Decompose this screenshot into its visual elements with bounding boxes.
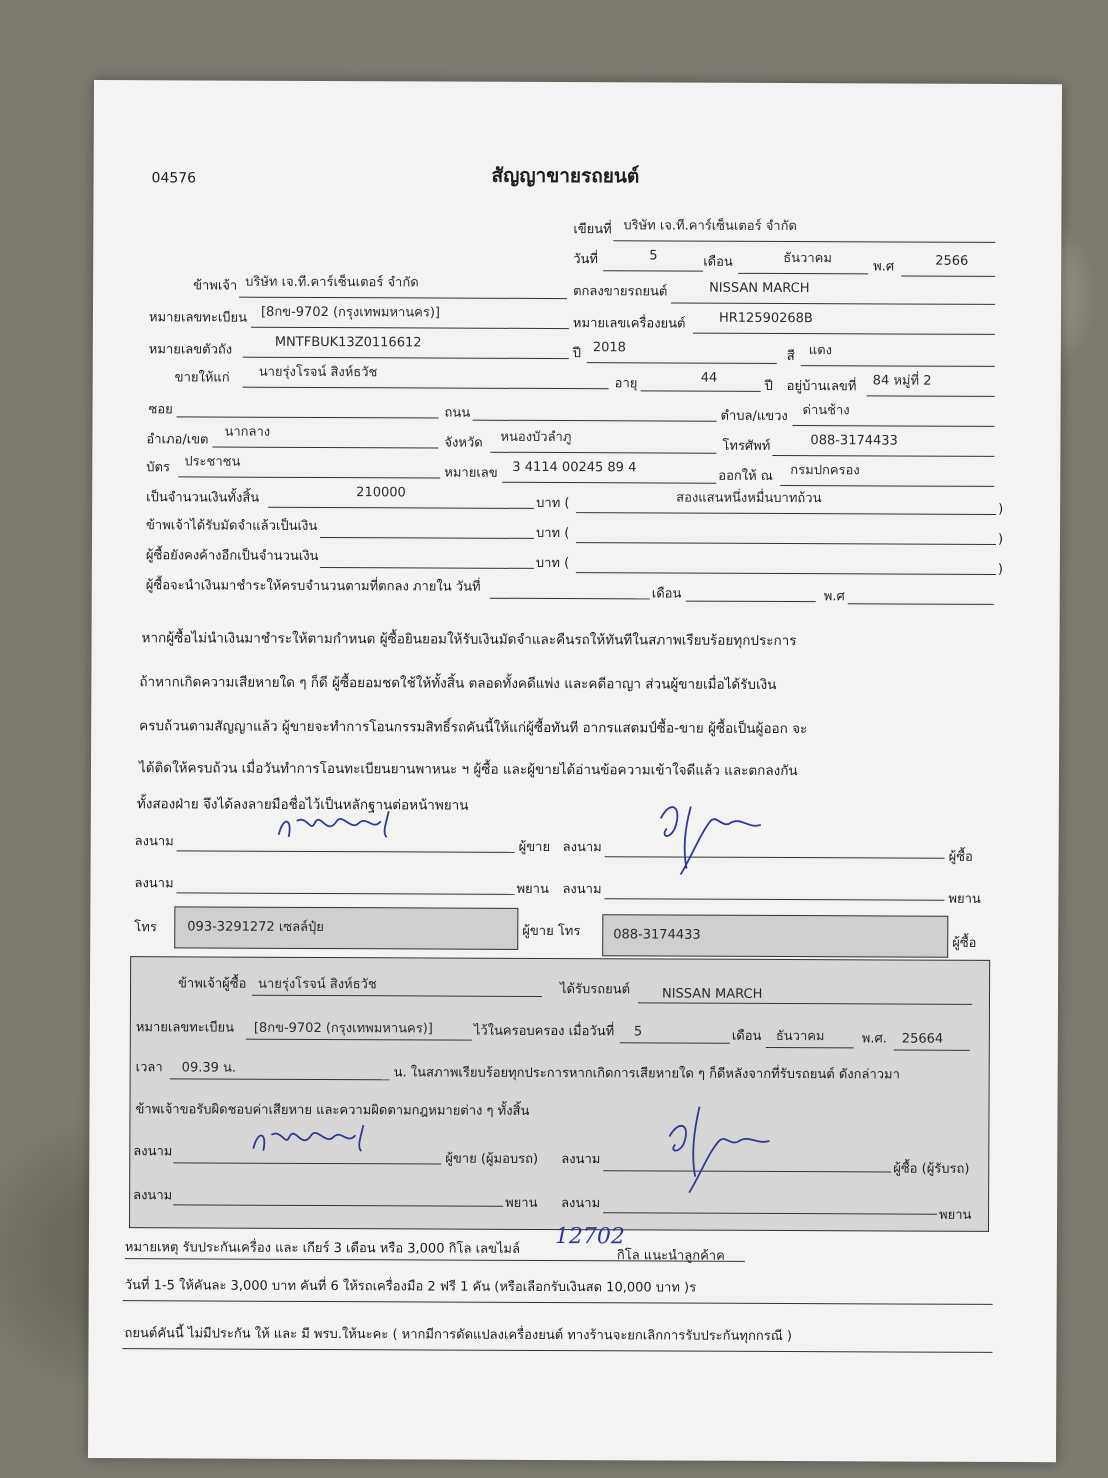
seller-phone-tag: ผู้ขาย โทร (522, 923, 581, 940)
receipt-buyer-label: ข้าพเจ้าผู้ซื้อ (178, 976, 247, 992)
remaining-close: ) (997, 561, 1003, 577)
witness-1-line (176, 892, 514, 894)
chassis-value: MNTFBUK13Z0116612 (274, 334, 422, 351)
issued-by-line (780, 485, 994, 487)
due-year-label: พ.ศ (823, 589, 845, 605)
road-label: ถนน (444, 405, 471, 421)
note-mileage: 12702 (554, 1224, 626, 1250)
due-day-line (490, 598, 650, 600)
receipt-month-value: ธันวาคม (775, 1028, 825, 1045)
subdistrict-line (792, 425, 994, 427)
total-line (268, 507, 534, 509)
date-year-line (901, 276, 995, 277)
paragraph-line-5: ทั้งสองฝ่าย จึงได้ลงลายมือชื่อไว้เป็นหลักฐานต่อหน้าพยาน (136, 796, 469, 814)
due-month-label: เดือน (651, 586, 682, 602)
receipt-year-value: 25664 (901, 1031, 944, 1047)
seller-sign-line (177, 850, 515, 852)
phone-value: 088-3174433 (810, 433, 898, 449)
buyer-line (243, 387, 609, 390)
card-no-line (502, 482, 716, 484)
receipt-time-value: 09.39 น. (181, 1060, 237, 1076)
age-line (641, 390, 761, 392)
document-number: 04576 (151, 170, 197, 187)
house-no-line (867, 395, 995, 397)
date-month-value: ธันวาคม (783, 251, 832, 267)
note-line-2: วันที่ 1-5 ให้คันละ 3,000 บาท คันที่ 6 ให้รถเครื่องมือ 2 ฟรี 1 คัน (หรือเลือกรับเงินสด 10,000 บาท )ร (124, 1278, 697, 1296)
car-sale-value: NISSAN MARCH (709, 280, 810, 297)
date-day-value: 5 (649, 248, 658, 264)
deposit-baht: บาท ( (535, 525, 570, 542)
card-label: บัตร (146, 460, 171, 476)
seller-sign-role: ผู้ขาย (518, 839, 551, 855)
remaining-label: ผู้ซื้อยังคงค้างอีกเป็นจำนวนเงิน (145, 548, 319, 564)
house-no-value: 84 หมู่ที่ 2 (872, 373, 932, 389)
receipt-buyer-signature (639, 1096, 789, 1207)
due-month-line (686, 601, 816, 603)
receipt-time-label: เวลา (135, 1060, 163, 1076)
buyer-phone: 088-3174433 (613, 927, 701, 943)
total-label: เป็นจำนวนเงินทั้งสิ้น (146, 490, 260, 506)
district-value: นากลาง (224, 424, 271, 440)
card-line (178, 476, 440, 478)
receipt-sign-label-seller: ลงนาม (133, 1144, 173, 1160)
receipt-received-label: ได้รับรถยนต์ (560, 982, 631, 998)
date-year-label: พ.ศ (873, 259, 895, 275)
card-no-value: 3 4114 00245 89 4 (512, 459, 637, 476)
receipt-sign-label-witness-1: ลงนาม (133, 1188, 173, 1204)
receipt-year-label: พ.ศ. (861, 1031, 887, 1047)
house-no-label: อยู่บ้านเลขที่ (786, 379, 857, 395)
age-value: 44 (700, 370, 718, 386)
soi-line (177, 416, 439, 418)
age-label: อายุ (614, 376, 638, 392)
witness-2-role: พยาน (948, 891, 981, 907)
phone-line (772, 455, 994, 457)
soi-label: ซอย (148, 402, 173, 418)
car-sale-line (671, 303, 995, 305)
deposit-line (320, 537, 534, 539)
deposit-text-line (576, 542, 996, 545)
buyer-signature (630, 788, 780, 899)
buyer-sign-role: ผู้ซื้อ (948, 849, 973, 865)
due-label: ผู้ซื้อจะนำเงินมาชำระให้ครบจำนวนตามที่ตกลง ภายใน วันที่ (145, 578, 481, 595)
due-year-line (848, 603, 994, 605)
sign-label-witness-1: ลงนาม (134, 876, 174, 892)
receipt-possession-label: ไว้ในครอบครอง เมื่อวันที่ (473, 1023, 615, 1040)
sign-label-seller: ลงนาม (134, 834, 174, 850)
receipt-buyer-role: ผู้ซื้อ (ผู้รับรถ) (893, 1161, 970, 1177)
receipt-witness-2-role: พยาน (939, 1207, 972, 1223)
receipt-car-value: NISSAN MARCH (661, 986, 763, 1002)
plate-label: หมายเลขทะเบียน (148, 310, 248, 326)
engine-no-line (693, 333, 995, 335)
note-line-2-underline (123, 1300, 993, 1305)
district-label: อำเภอ/เขต (146, 432, 209, 448)
subdistrict-label: ตำบล/แขวง (720, 408, 788, 425)
road-line (473, 420, 717, 422)
sign-label-buyer: ลงนาม (562, 840, 602, 856)
province-value: หนองบัวลำภู (500, 429, 572, 446)
color-label: สี (786, 349, 795, 365)
paragraph-line-3: ครบถ้วนตามสัญญาแล้ว ผู้ขายจะทำการโอนกรรมสิทธิ์รถคันนี้ให้แก่ผู้ซื้อทันที อากรแสตมป์ซื้อ-ขาย ผู้ซื้อเป็นผู้ออก จะ (139, 718, 808, 738)
total-text-line (576, 512, 996, 515)
seller-value: บริษัท เจ.ที.คาร์เซ็นเตอร์ จำกัด (245, 274, 419, 291)
buyer-phone-tag: ผู้ซื้อ (952, 935, 977, 951)
tel-label: โทร (134, 920, 157, 936)
seller-phone: 093-3291272 เซลล์ปุ๋ย (187, 919, 324, 936)
total-close: ) (998, 501, 1004, 517)
witness-2-line (604, 898, 944, 900)
deposit-label: ข้าพเจ้าได้รับมัดจำแล้วเป็นเงิน (146, 518, 318, 534)
seller-signature (271, 797, 421, 848)
province-label: จังหวัด (444, 435, 483, 451)
receipt-sign-label-witness-2: ลงนาม (561, 1196, 601, 1212)
subdistrict-value: ด่านช้าง (802, 403, 850, 419)
document-title: สัญญาขายรถยนต์ (491, 164, 640, 188)
note-line-3: ถยนต์คันนี้ ไม่มีประกัน ให้ และ มี พรบ.ให้นะคะ ( หากมีการดัดแปลงเครื่องยนต์ ทางร้านจะยกเลิกการรับประกันทุกกรณี ) (124, 1326, 793, 1345)
written-at-label: เขียนที่ (573, 222, 612, 238)
deposit-close: ) (997, 531, 1004, 547)
date-month-label: เดือน (703, 254, 733, 270)
sign-label-witness-2: ลงนาม (562, 882, 602, 898)
buyer-value: นายรุ่งโรจน์ สิงห์ธวัช (258, 364, 378, 381)
total-baht: บาท ( (536, 495, 570, 512)
receipt-plate-value: [8กข-9702 (กรุงเทพมหานคร)] (253, 1020, 433, 1037)
total-value: 210000 (356, 485, 406, 501)
paragraph-line-1: หากผู้ซื้อไม่นำเงินมาชำระให้ตามกำหนด ผู้ซื้อยินยอมให้รับเงินมัดจำและคืนรถให้ทันทีในสภาพเรียบร้อยทุกประการ (141, 630, 797, 650)
receipt-seller-signature (245, 1111, 395, 1162)
card-value: ประชาชน (184, 454, 241, 470)
date-year-value: 2566 (935, 253, 969, 269)
note-line-3-underline (122, 1348, 992, 1353)
chassis-line (243, 357, 569, 359)
province-line (490, 452, 716, 454)
receipt-line-3: น. ในสภาพเรียบร้อยทุกประการหากเกิดการเสียหายใด ๆ ก็ดีหลังจากที่รับรถยนต์ ดังกล่าวมา (393, 1065, 900, 1083)
seller-line (239, 297, 567, 299)
remaining-line (320, 567, 534, 569)
date-day-line (603, 270, 703, 271)
date-month-line (738, 273, 868, 275)
receipt-witness-1-role: พยาน (505, 1195, 538, 1211)
car-sale-label: ตกลงขายรถยนต์ (573, 284, 668, 300)
chassis-label: หมายเลขตัวถัง (148, 342, 233, 358)
paragraph-line-4: ได้ติดให้ครบถ้วน เมื่อวันทำการโอนทะเบียนยานพาหนะ ฯ ผู้ซื้อ และผู้ขายได้อ่านข้อความเข้าใจดีแล้ว และตกลงกัน (138, 760, 798, 780)
plate-value: [8กข-9702 (กรุงเทพมหานคร)] (260, 304, 441, 321)
seller-label: ข้าพเจ้า (193, 278, 238, 294)
seller-phone-box (174, 906, 518, 950)
date-day-label: วันที่ (573, 252, 599, 268)
remaining-baht: บาท ( (535, 555, 570, 572)
year-model-label: ปี (572, 346, 582, 362)
year-model-line (587, 362, 777, 364)
color-value: แดง (808, 343, 833, 359)
phone-label: โทรศัพท์ (722, 438, 771, 454)
issued-by-value: กรมปกครอง (790, 463, 860, 479)
receipt-month-label: เดือน (731, 1028, 762, 1044)
receipt-seller-role: ผู้ขาย (ผู้มอบรถ) (445, 1151, 539, 1167)
age-unit: ปี (764, 378, 773, 394)
year-model-value: 2018 (592, 340, 626, 356)
buyer-phone-box (602, 914, 948, 958)
paragraph-line-2: ถ้าหากเกิดความเสียหายใด ๆ ก็ดี ผู้ซื้อยอมชดใช้ให้ทั้งสิ้น ตลอดทั้งคดีแพ่ง และคดีอาญา ส่วนผู้ขายเมื่อได้รับเงิน (139, 674, 777, 693)
witness-1-role: พยาน (516, 881, 549, 897)
written-at-line (613, 240, 995, 243)
note-line-1b: กิโล แนะนำลูกค้าค (616, 1248, 725, 1264)
card-no-label: หมายเลข (444, 465, 498, 481)
remaining-text-line (576, 572, 996, 575)
buyer-label: ขายให้แก่ (174, 370, 230, 386)
receipt-buyer-value: นายรุ่งโรจน์ สิงห์ธวัช (258, 976, 377, 993)
engine-no-value: HR12590268B (718, 310, 813, 327)
plate-line (251, 327, 569, 329)
receipt-line-4: ข้าพเจ้าขอรับผิดชอบค่าเสียหาย และความผิดตามกฎหมายต่าง ๆ ทั้งสิ้น (135, 1102, 530, 1119)
receipt-plate-label: หมายเลขทะเบียน (135, 1020, 235, 1036)
note-line-1a: หมายเหตุ รับประกันเครื่อง และ เกียร์ 3 เดือน หรือ 3,000 กิโล เลขไมล์ (124, 1240, 520, 1257)
district-line (212, 447, 438, 449)
engine-no-label: หมายเลขเครื่องยนต์ (572, 316, 686, 332)
contract-paper (88, 80, 1062, 1462)
written-at-value: บริษัท เจ.ที.คาร์เซ็นเตอร์ จำกัด (623, 218, 797, 235)
issued-by-label: ออกให้ ณ (718, 468, 773, 484)
total-text: สองแสนหนึ่งหมื่นบาทถ้วน (676, 490, 822, 507)
receipt-sign-label-buyer: ลงนาม (561, 1152, 601, 1168)
color-line (801, 365, 995, 367)
receipt-day-value: 5 (633, 1024, 643, 1040)
